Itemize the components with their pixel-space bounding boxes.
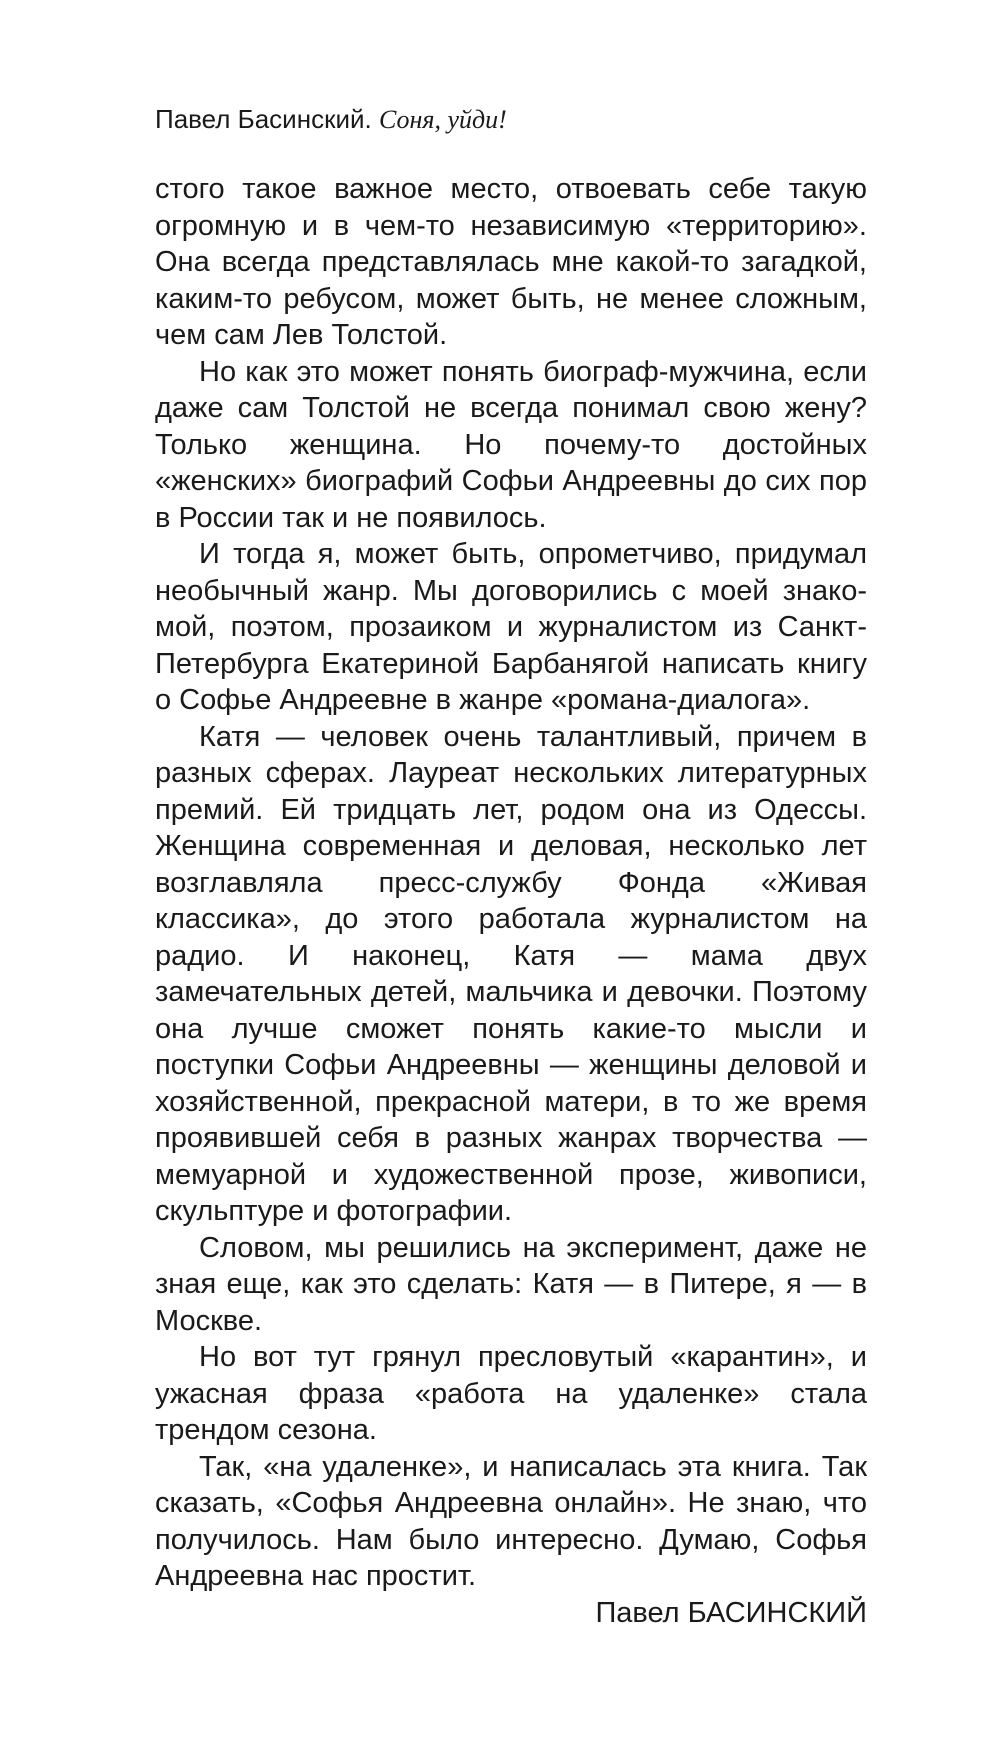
- running-head: [155, 102, 507, 137]
- running-head-author: Павел Басинский.: [155, 104, 372, 134]
- paragraph-online: Так, «на удаленке», и написалась эта книга. Так сказать, «Софья Андреевна онлайн». Не знаю, что получилось. Нам было интересно. Думаю, Софья Андреевна нас простит.: [155, 1450, 867, 1592]
- paragraph-continuation: стого такое важное место, отвоевать себе такую огромную и в чем-то независимую «территорию». Она всегда представлялась мне какой-то загадкой, каким-то ребусом, может быть, не менее сложным, чем сам Лев Толстой.: [155, 173, 867, 351]
- paragraph-new-genre: И тогда я, может быть, опрометчиво, придумал необычный жанр. Мы договорились с моей знакомой, поэтом, прозаиком и журналистом из Санкт-Петербурга Екатериной Барбанягой написать книгу о Софье Андреевне в жанре «романа-диалога».: [155, 538, 867, 716]
- book-page: [155, 0, 867, 1740]
- paragraph-experiment: Словом, мы решились на эксперимент, даже не зная еще, как это сделать: Катя — в Питере, я — в Москве.: [155, 1231, 867, 1337]
- paragraph-katya: Катя — человек очень талантливый, причем в разных сферах. Лауреат нескольких литературных премий. Ей тридцать лет, родом она из Одессы. Женщина современная и деловая, несколько лет возглавляла пресс-службу Фонда «Живая классика», до этого работала журналистом на радио. И наконец, Катя — мама двух замечательных детей, мальчика и девочки. Поэтому она лучше сможет понять какие-то мысли и поступки Софьи Андреевны — женщины деловой и хозяйственной, прекрасной матери, в то же время проявившей себя в разных жанрах творчества — мемуарной и художественной прозе, живописи, скульптуре и фотографии.: [155, 720, 867, 1227]
- body-text: [155, 171, 867, 1631]
- paragraph-quarantine: Но вот тут грянул пресловутый «карантин», и ужасная фраза «работа на удаленке» стала трендом сезона.: [155, 1341, 867, 1446]
- author-signature: Павел БАСИНСКИЙ: [595, 1596, 867, 1629]
- running-head-book-title: Соня, уйди!: [378, 105, 507, 134]
- paragraph-biographer: Но как это может понять биограф-мужчина, если даже сам Толстой не всегда понимал свою жену? Только женщина. Но почему-то достойных «женских» биографий Софьи Андреевны до сих пор в России так и не появилось.: [155, 355, 867, 534]
